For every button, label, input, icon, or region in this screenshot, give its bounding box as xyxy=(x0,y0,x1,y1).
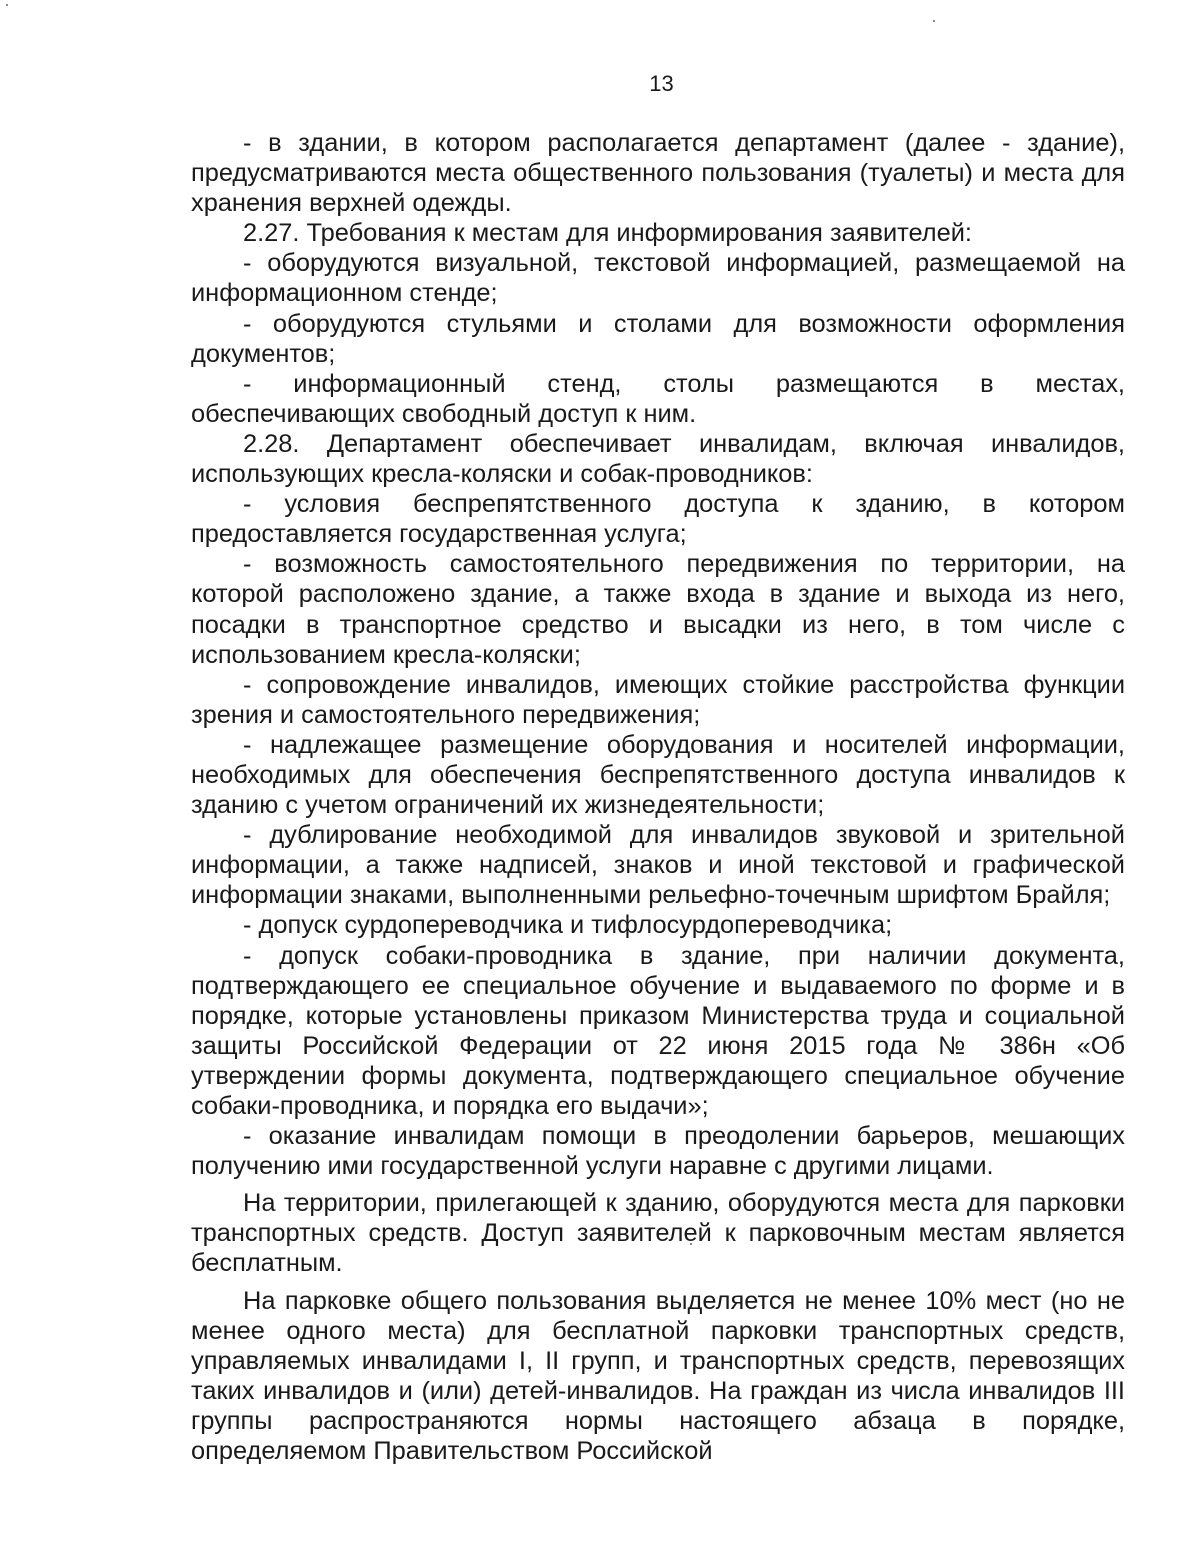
document-body xyxy=(191,128,1125,1466)
paragraph-parking-quota: На парковке общего пользования выделяется не менее 10% мест (но не менее одного места) для бесплатной парковки транспортных средств, управляемых инвалидами I, II групп, и транспортных средств, перевозящих таких инвалидов и (или) детей-инвалидов. На граждан из числа инвалидов III группы распространяются нормы настоящего абзаца в порядке, определяемом Правительством Российской xyxy=(191,1286,1125,1466)
paragraph-parking-places: На территории, прилегающей к зданию, оборудуются места для парковки транспортных средств. Доступ заявителей к парковочным местам является бесплатным. xyxy=(191,1189,1125,1278)
paragraph-accompaniment: - сопровождение инвалидов, имеющих стойкие расстройства функции зрения и самостоятельного передвижения; xyxy=(191,670,1125,729)
paragraph-independent-movement: - возможность самостоятельного передвижения по территории, на которой расположено здание, а также входа в здание и выхода из него, посадки в транспортное средство и высадки из него, в том числе с использованием кресла-коляски; xyxy=(191,550,1125,669)
scan-speck xyxy=(933,20,935,22)
page-number: 13 xyxy=(649,71,674,96)
paragraph-building-facilities: - в здании, в котором располагается департамент (далее - здание), предусматриваются места общественного пользования (туалеты) и места для хранения верхней одежды. xyxy=(191,129,1125,218)
paragraph-guide-dog: - допуск собаки-проводника в здание, при наличии документа, подтверждающего ее специальное обучение и выдаваемого по форме и в порядке, которые установлены приказом Министерства труда и социальной защиты Российской Федерации от 22 июня 2015 года № 386н «Об утверждении формы документа, подтверждающего специальное обучение собаки-проводника, и порядка его выдачи»; xyxy=(191,941,1125,1120)
paragraph-equipment-placement: - надлежащее размещение оборудования и носителей информации, необходимых для обеспечения беспрепятственного доступа инвалидов к зданию с учетом ограничений их жизнедеятельности; xyxy=(191,730,1125,820)
paragraph-barrier-assistance: - оказание инвалидам помощи в преодолении барьеров, мешающих получению ими государственной услуги наравне с другими лицами. xyxy=(191,1122,1125,1181)
paragraph-chairs-tables: - оборудуются стульями и столами для возможности оформления документов; xyxy=(191,309,1125,368)
paragraph-2-27-heading: 2.27. Требования к местам для информирования заявителей: xyxy=(243,219,972,248)
paragraph-info-stand: - оборудуются визуальной, текстовой информацией, размещаемой на информационном стенде; xyxy=(191,249,1125,308)
paragraph-sign-interpreter: - допуск сурдопереводчика и тифлосурдопереводчика; xyxy=(243,911,893,940)
paragraph-braille-duplication: - дублирование необходимой для инвалидов звуковой и зрительной информации, а также надписей, знаков и иной текстовой и графической информации знаками, выполненными рельефно-точечным шрифтом Брайля; xyxy=(191,821,1125,910)
paragraph-free-access: - информационный стенд, столы размещаются в местах, обеспечивающих свободный доступ к ним. xyxy=(191,369,1125,428)
scan-speck xyxy=(6,4,8,6)
paragraph-2-28-heading: 2.28. Департамент обеспечивает инвалидам, включая инвалидов, использующих кресла-коляски и собак-проводников: xyxy=(191,429,1125,489)
paragraph-unobstructed-access: - условия беспрепятственного доступа к зданию, в котором предоставляется государственная услуга; xyxy=(191,490,1125,549)
